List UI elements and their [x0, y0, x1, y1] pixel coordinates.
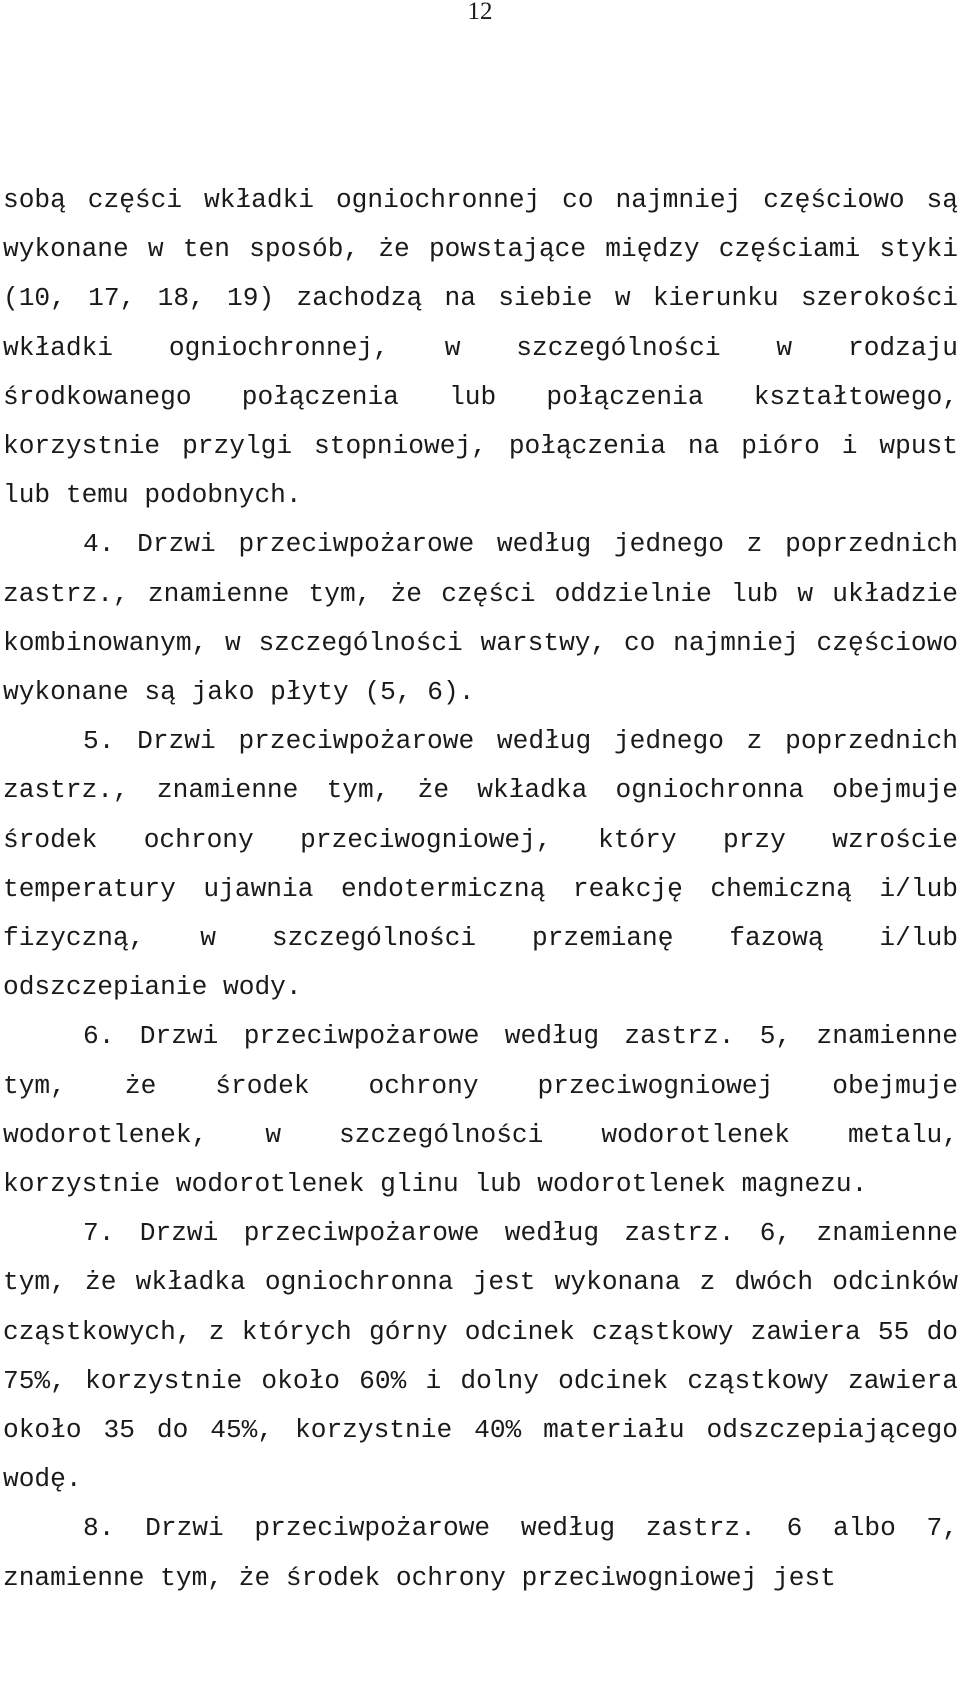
claim-6: 6. Drzwi przeciwpożarowe według zastrz. 5, znamienne tym, że środek ochrony przeciwogniowej obejmuje wodorotlenek, w szczególności wodorotlenek metalu, korzystnie wodorotlenek glinu lub wodorotlenek magnezu.	[3, 1021, 958, 1200]
document-body	[3, 176, 958, 1603]
claim-8: 8. Drzwi przeciwpożarowe według zastrz. 6 albo 7, znamienne tym, że środek ochrony przeciwogniowej jest	[3, 1513, 958, 1593]
paragraph-continuation: sobą części wkładki ogniochronnej co najmniej częściowo są wykonane w ten sposób, że powstające między częściami styki (10, 17, 18, 19) zachodzą na siebie w kierunku szerokości wkładki ogniochronnej, w szczególności w rodzaju środkowanego połączenia lub połączenia kształtowego, korzystnie przylgi stopniowej, połączenia na pióro i wpust lub temu podobnych.	[3, 185, 958, 511]
page-number: 12	[467, 0, 493, 25]
claim-4: 4. Drzwi przeciwpożarowe według jednego z poprzednich zastrz., znamienne tym, że części oddzielnie lub w układzie kombinowanym, w szczególności warstwy, co najmniej częściowo wykonane są jako płyty (5, 6).	[3, 529, 958, 708]
claim-5: 5. Drzwi przeciwpożarowe według jednego z poprzednich zastrz., znamienne tym, że wkładka ogniochronna obejmuje środek ochrony przeciwogniowej, który przy wzroście temperatury ujawnia endotermiczną reakcję chemiczną i/lub fizyczną, w szczególności przemianę fazową i/lub odszczepianie wody.	[3, 726, 958, 1003]
claim-7: 7. Drzwi przeciwpożarowe według zastrz. 6, znamienne tym, że wkładka ogniochronna jest wykonana z dwóch odcinków cząstkowych, z których górny odcinek cząstkowy zawiera 55 do 75%, korzystnie około 60% i dolny odcinek cząstkowy zawiera około 35 do 45%, korzystnie 40% materiału odszczepiającego wodę.	[3, 1218, 958, 1495]
